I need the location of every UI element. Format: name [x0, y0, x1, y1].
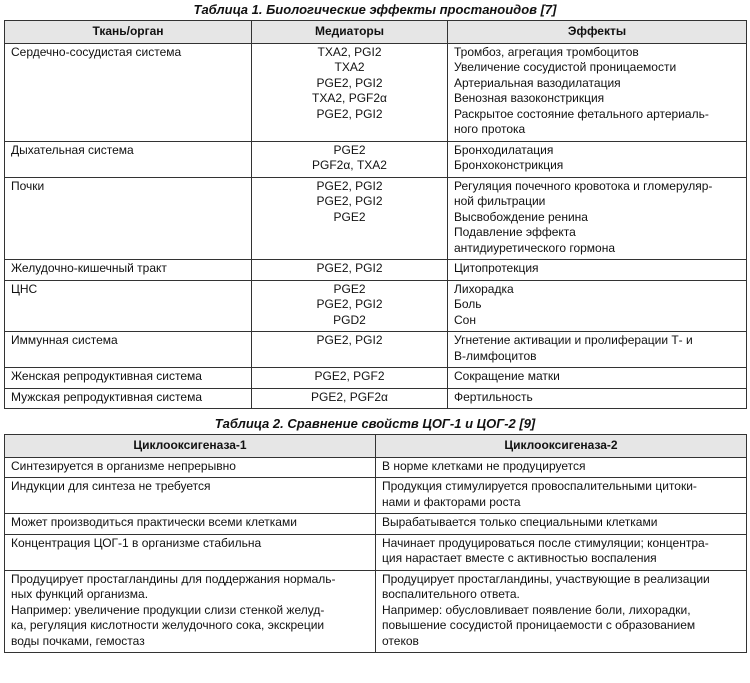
mediator-line: PGE2, PGF2	[314, 369, 385, 383]
cox2-line: Продуцирует простагландины, участвующие в реализации	[382, 571, 710, 586]
cox2-line: В норме клетками не продуцируется	[382, 458, 586, 473]
mediator-line: PGE2, PGI2	[316, 106, 383, 121]
effects-cell	[448, 260, 747, 281]
effect-line: Бронходилатация	[454, 142, 554, 157]
cox2-cell	[376, 570, 747, 653]
effect-line: ной фильтрации	[454, 194, 546, 208]
effects-cell	[448, 368, 747, 389]
effect-line: Сон	[454, 312, 476, 327]
mediators-cell	[252, 260, 448, 281]
table-row	[5, 177, 747, 260]
cox2-line: Начинает продуцироваться после стимуляции; концентра-	[382, 535, 709, 550]
table1-caption: Таблица 1. Биологические эффекты простаноидов [7]	[193, 2, 557, 17]
cox1-line: Может производиться практически всеми клетками	[11, 515, 297, 529]
cox1-line: Продуцирует простагландины для поддержания нормаль-	[11, 571, 336, 586]
effects-cell	[448, 332, 747, 368]
cox-comparison-table	[4, 434, 747, 653]
table-row	[5, 332, 747, 368]
mediator-line: PGE2, PGI2	[316, 333, 383, 347]
mediator-line: PGE2, PGI2	[316, 261, 383, 275]
effect-line: Артериальная вазодилатация	[454, 75, 621, 90]
effect-line: В-лимфоцитов	[454, 348, 537, 363]
effect-line: Цитопротекция	[454, 261, 539, 275]
cox1-line: Концентрация ЦОГ-1 в организме стабильна	[11, 535, 262, 550]
cox2-line: повышение сосудистой проницаемости с образованием	[382, 618, 696, 632]
effect-line: Венозная вазоконстрикция	[454, 91, 605, 105]
table2-body	[5, 457, 747, 653]
cox1-line: Синтезируется в организме непрерывно	[11, 458, 236, 473]
organ-cell: Желудочно-кишечный тракт	[5, 260, 252, 281]
mediator-line: PGE2, PGI2	[316, 178, 383, 193]
organ-cell: Сердечно-сосудистая система	[5, 43, 252, 141]
effect-line: антидиуретического гормона	[454, 240, 616, 255]
header-mediators: Медиаторы	[252, 21, 448, 44]
table2-header-row	[5, 435, 747, 458]
header-cox1: Циклооксигеназа-1	[5, 435, 376, 458]
effects-cell	[448, 43, 747, 141]
cox1-cell	[5, 570, 376, 653]
mediator-line: PGE2	[333, 209, 366, 224]
cox2-line: отеков	[382, 633, 419, 648]
prostanoid-effects-table	[4, 20, 747, 409]
cox1-cell	[5, 534, 376, 570]
organ-cell: Мужская репродуктивная система	[5, 388, 252, 409]
effects-cell	[448, 141, 747, 177]
effect-line: Фертильность	[454, 389, 533, 404]
organ-cell: Почки	[5, 177, 252, 260]
mediator-line: PGE2, PGI2	[316, 297, 383, 311]
organ-cell: Дыхательная система	[5, 141, 252, 177]
effects-cell	[448, 280, 747, 332]
table-row	[5, 457, 747, 478]
mediators-cell	[252, 177, 448, 260]
mediator-line: TXA2, PGF2α	[312, 91, 387, 105]
effect-line: ного протока	[454, 122, 526, 136]
cox1-cell	[5, 457, 376, 478]
mediator-line: TXA2, PGI2	[317, 44, 382, 59]
effect-line: Увеличение сосудистой проницаемости	[454, 60, 677, 74]
header-effects: Эффекты	[448, 21, 747, 44]
effect-line: Боль	[454, 297, 482, 311]
effect-line: Подавление эффекта	[454, 225, 576, 239]
effects-cell	[448, 388, 747, 409]
mediators-cell	[252, 332, 448, 368]
organ-cell: ЦНС	[5, 280, 252, 332]
mediators-cell	[252, 368, 448, 389]
table1-body	[5, 43, 747, 409]
mediator-line: TXA2	[334, 60, 365, 74]
cox2-line: нами и факторами роста	[382, 494, 521, 509]
cox1-cell	[5, 478, 376, 514]
mediators-cell	[252, 43, 448, 141]
cox1-line: Индукции для синтеза не требуется	[11, 479, 211, 493]
cox2-line: Например: обусловливает появление боли, лихорадки,	[382, 602, 691, 617]
cox2-cell	[376, 457, 747, 478]
cox2-cell	[376, 478, 747, 514]
cox2-cell	[376, 514, 747, 535]
table-row	[5, 141, 747, 177]
table-row	[5, 368, 747, 389]
effect-line: Бронхоконстрикция	[454, 158, 564, 172]
mediator-line: PGE2, PGI2	[316, 75, 383, 90]
mediators-cell	[252, 388, 448, 409]
mediators-cell	[252, 141, 448, 177]
effect-line: Регуляция почечного кровотока и гломеруляр-	[454, 178, 713, 193]
mediator-line: PGD2	[333, 312, 366, 327]
effect-line: Угнетение активации и пролиферации Т- и	[454, 333, 693, 347]
table-row	[5, 514, 747, 535]
header-organ: Ткань/орган	[5, 21, 252, 44]
effects-cell	[448, 177, 747, 260]
table-row	[5, 570, 747, 653]
cox2-cell	[376, 534, 747, 570]
effect-line: Раскрытое состояние фетального артериаль-	[454, 106, 709, 121]
table-row	[5, 478, 747, 514]
mediator-line: PGE2, PGF2α	[311, 389, 388, 404]
effect-line: Тромбоз, агрегация тромбоцитов	[454, 44, 639, 59]
table1-header-row	[5, 21, 747, 44]
cox2-line: ция нарастает вместе с активностью воспаления	[382, 551, 657, 565]
table-row	[5, 388, 747, 409]
effect-line: Сокращение матки	[454, 369, 560, 383]
table-row	[5, 43, 747, 141]
header-cox2: Циклооксигеназа-2	[376, 435, 747, 458]
cox1-line: воды почками, гемостаз	[11, 633, 145, 648]
cox1-line: ных функций организма.	[11, 587, 149, 601]
organ-cell: Женская репродуктивная система	[5, 368, 252, 389]
cox2-line: воспалительного ответа.	[382, 587, 520, 601]
effect-line: Высвобождение ренина	[454, 209, 588, 224]
table-row	[5, 260, 747, 281]
effect-line: Лихорадка	[454, 281, 514, 296]
document	[4, 0, 746, 653]
mediator-line: PGE2	[333, 142, 366, 157]
table-row	[5, 534, 747, 570]
table-row	[5, 280, 747, 332]
mediator-line: PGE2, PGI2	[316, 194, 383, 208]
cox2-line: Продукция стимулируется провоспалительными цитоки-	[382, 479, 697, 493]
cox1-line: Например: увеличение продукции слизи стенкой желуд-	[11, 602, 325, 617]
mediator-line: PGE2	[333, 281, 366, 296]
organ-cell: Иммунная система	[5, 332, 252, 368]
cox1-line: ка, регуляция кислотности желудочного сока, экскреции	[11, 618, 325, 632]
mediator-line: PGF2α, TXA2	[312, 158, 387, 172]
cox1-cell	[5, 514, 376, 535]
table2-caption: Таблица 2. Сравнение свойств ЦОГ-1 и ЦОГ-2 [9]	[214, 416, 536, 431]
mediators-cell	[252, 280, 448, 332]
cox2-line: Вырабатывается только специальными клетками	[382, 515, 658, 529]
